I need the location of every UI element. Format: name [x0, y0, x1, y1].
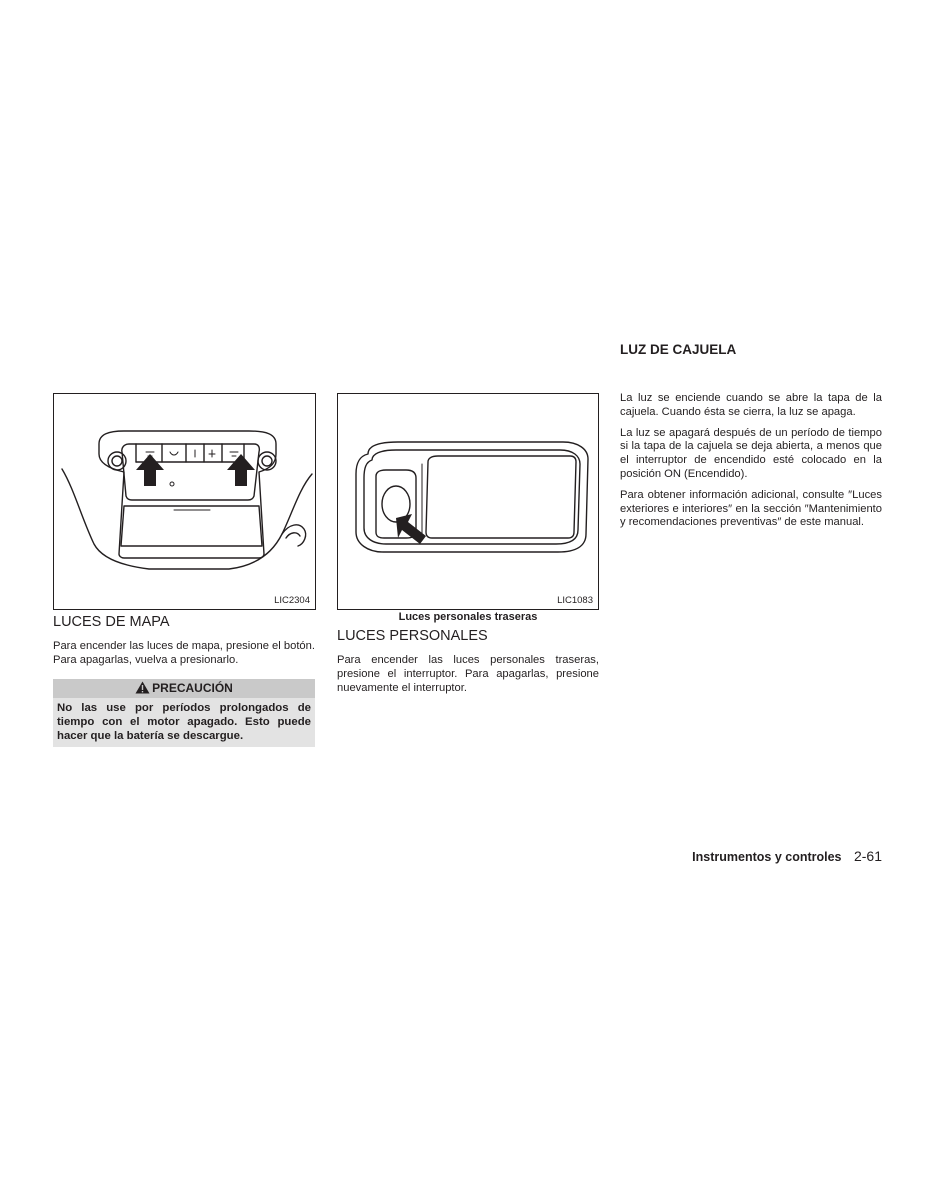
footer-section-title: Instrumentos y controles	[692, 850, 842, 864]
map-lights-heading: LUCES DE MAPA	[53, 614, 170, 630]
personal-lights-heading: LUCES PERSONALES	[337, 628, 488, 644]
figure-code: LIC1083	[557, 595, 593, 606]
right-arrow-icon	[227, 454, 255, 486]
footer-page-number: 2-61	[853, 848, 882, 864]
figure-code: LIC2304	[274, 595, 310, 606]
map-lights-figure	[53, 393, 316, 610]
trunk-light-heading: LUZ DE CAJUELA	[620, 342, 737, 357]
personal-lights-illustration	[338, 394, 598, 609]
trunk-light-paragraph-3: Para obtener información adicional, consulte ″Luces exteriores e interiores″ en la sección ″Mantenimiento y recomendaciones preventivas″ de este manual.	[620, 488, 882, 529]
map-lights-body: Para encender las luces de mapa, presione el botón. Para apagarlas, vuelva a presionarlo.	[53, 640, 315, 666]
personal-lights-body: Para encender las luces personales traseras, presione el interruptor. Para apagarlas, presione nuevamente el interruptor.	[337, 654, 599, 694]
caution-text: No las use por períodos prolongados de tiempo con el motor apagado. Esto puede hacer que la batería se descargue.	[53, 698, 315, 747]
personal-lights-figure	[337, 393, 599, 610]
map-lights-illustration	[54, 394, 315, 609]
caution-title: PRECAUCIÓN	[152, 681, 233, 695]
trunk-light-paragraph-2: La luz se apagará después de un período de tiempo si la tapa de la cajuela se deja abierta, a menos que el interruptor de encendido esté colocado en la posición ON (Encendido).	[620, 426, 882, 480]
personal-lights-caption: Luces personales traseras	[398, 611, 538, 623]
trunk-light-paragraph-1: La luz se enciende cuando se abre la tapa de la cajuela. Cuando ésta se cierra, la luz se apaga.	[620, 392, 882, 418]
left-arrow-icon	[136, 454, 164, 486]
warning-triangle-icon	[135, 681, 150, 700]
caution-header	[53, 679, 315, 698]
trunk-light-body	[620, 392, 882, 537]
caution-box	[53, 679, 315, 747]
page-footer	[560, 848, 882, 866]
